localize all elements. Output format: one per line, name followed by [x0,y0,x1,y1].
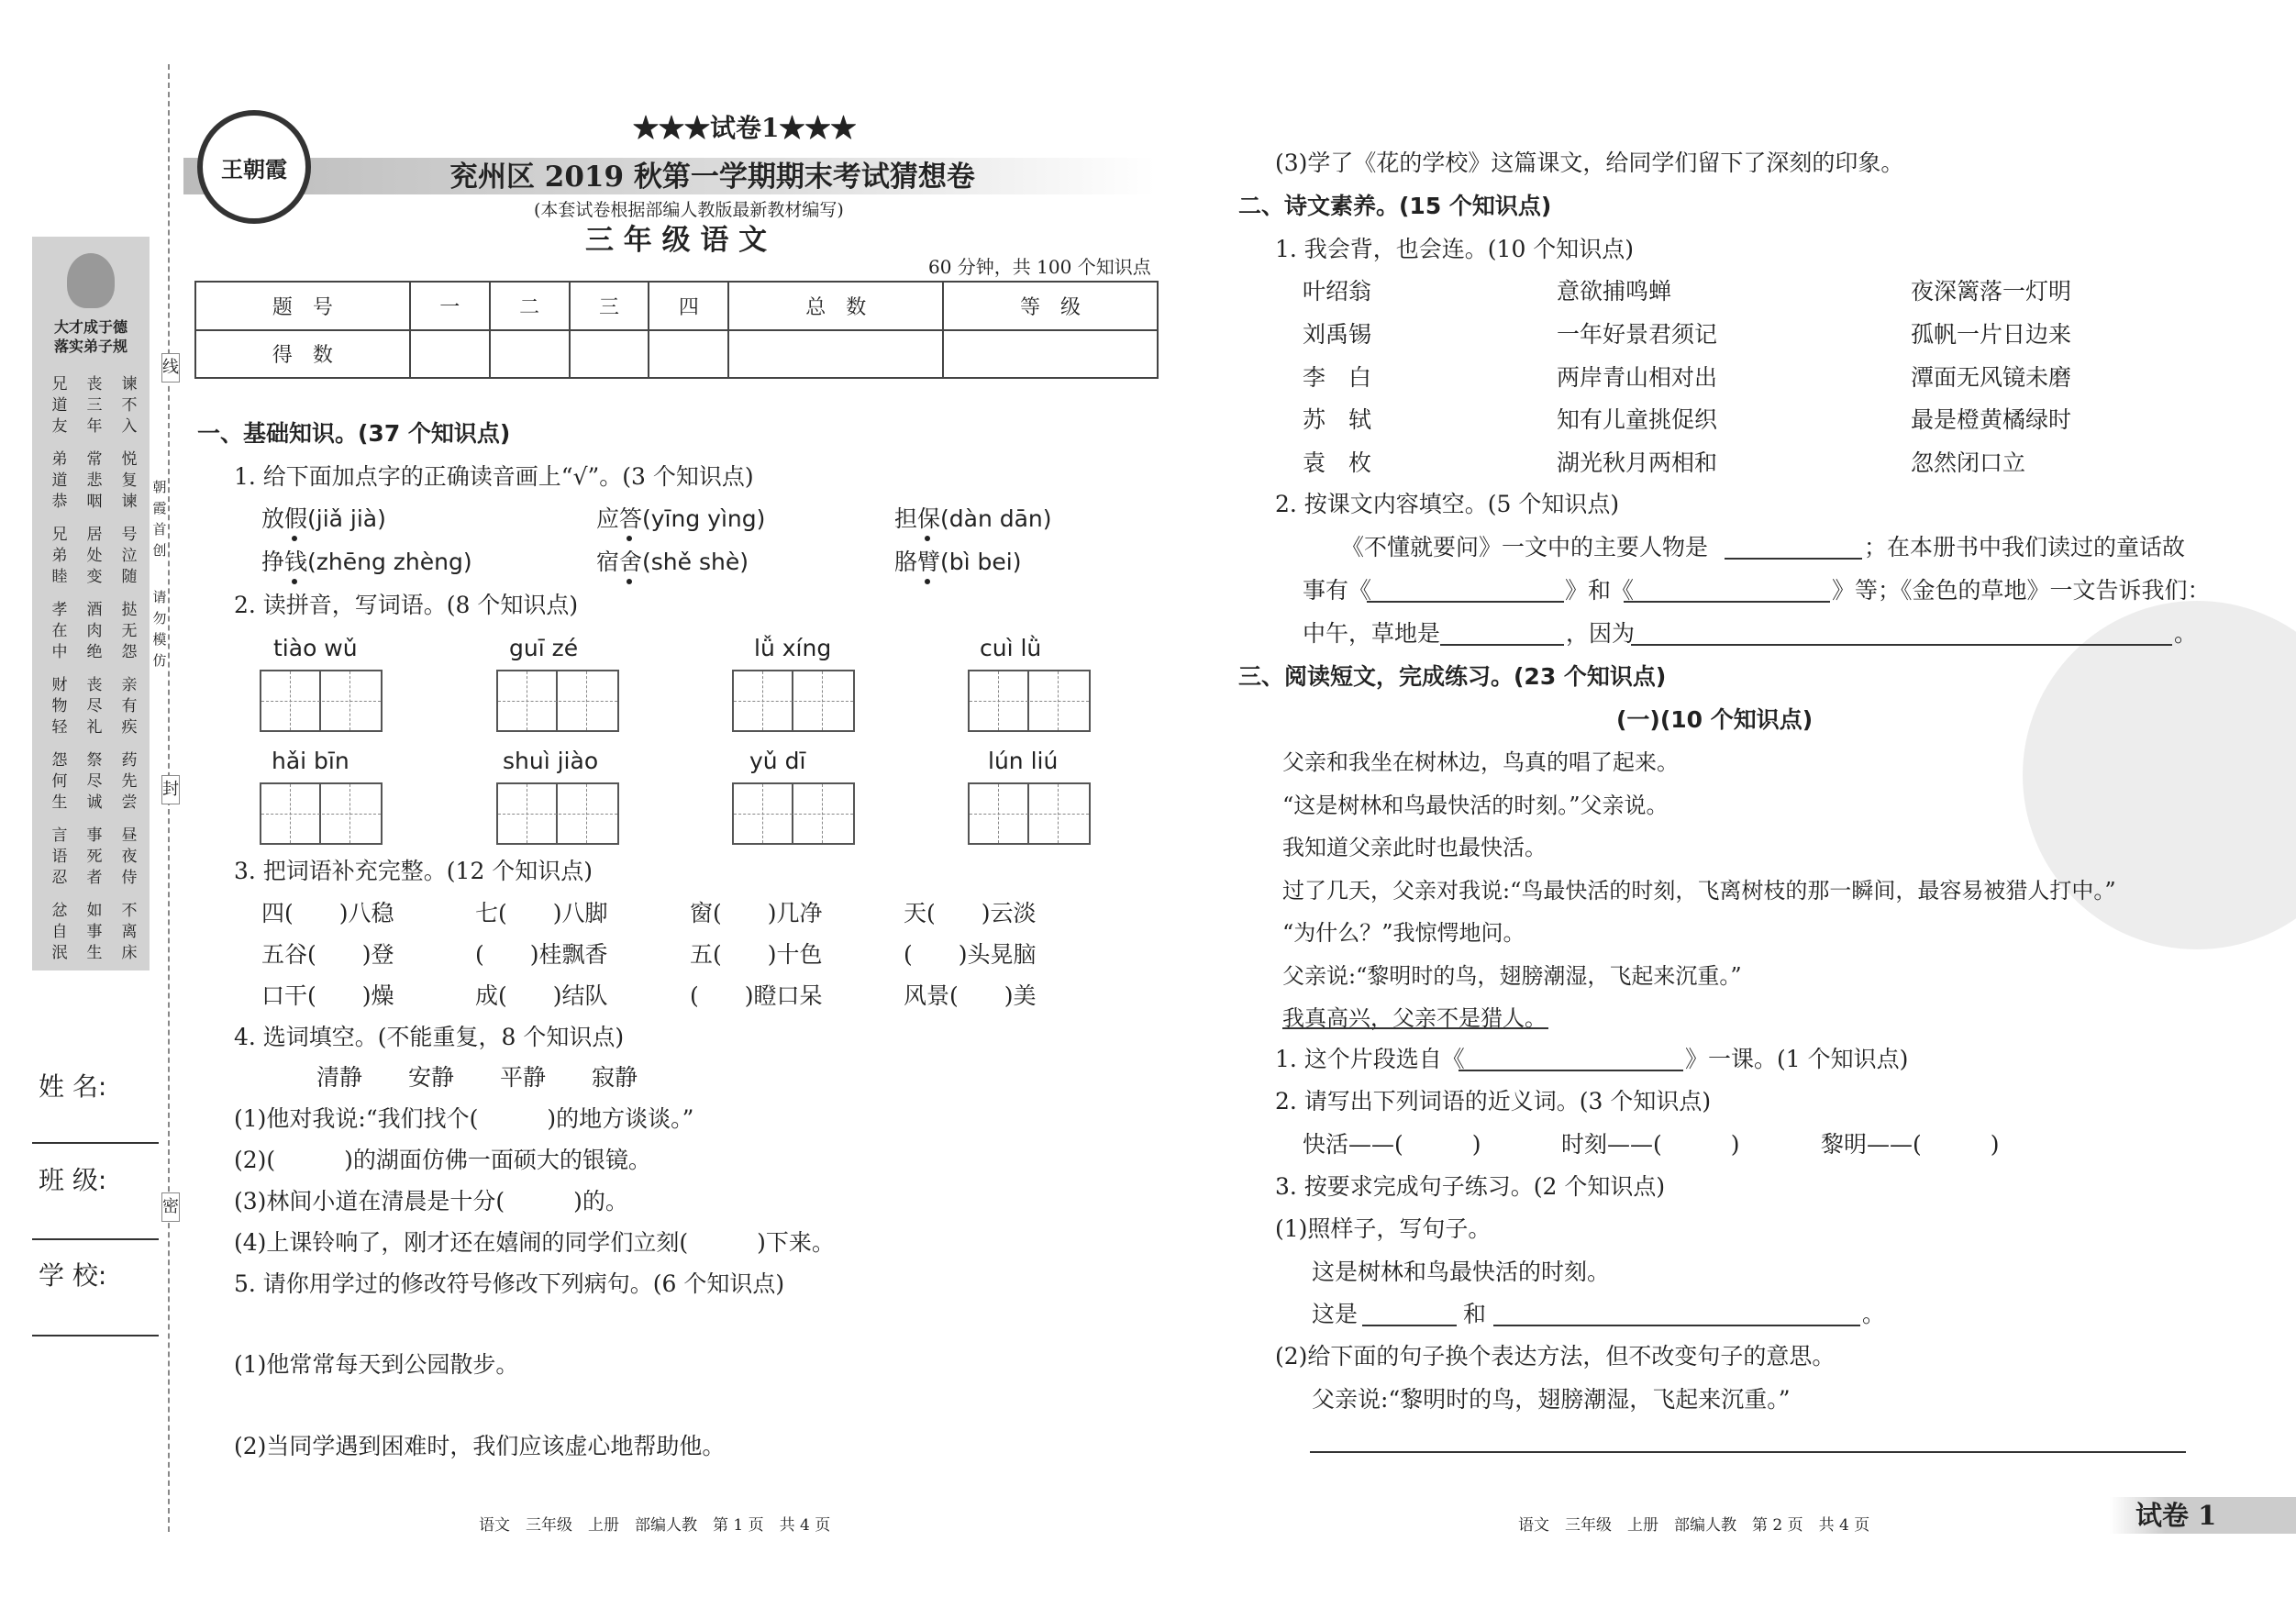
score-table [194,281,1159,379]
fill-blank[interactable] [1367,601,1564,603]
rq3-sub: (1)照样子，写句子。 [1275,1215,1492,1242]
q1-prompt: 1. 给下面加点字的正确读音画上“√”。(3 个知识点) [234,463,754,490]
rq3-sentence: 父亲说:“黎明时的鸟，翅膀潮湿，飞起来沉重。” [1312,1386,1791,1413]
passage-paragraph: “为什么？”我惊愕地问。 [1282,920,1525,946]
q3-item[interactable]: 天( )云淡 [904,900,1037,926]
p2-text: 。 [2174,620,2198,647]
right-footer: 语文 三年级 上册 部编人教 第 2 页 共 4 页 [1518,1516,1870,1535]
q3-prompt: 3. 把词语补充完整。(12 个知识点) [234,858,593,884]
q1-item[interactable]: 担保(dàn dān) [894,505,1052,532]
q4-item[interactable]: (2)( )的湖面仿佛一面硕大的银镜。 [234,1147,651,1173]
poem-match-item[interactable]: 叶绍翁 [1303,278,1372,305]
rq1-text: 》一课。(1 个知识点) [1685,1046,1909,1072]
name-field[interactable] [32,1142,159,1144]
q5-item[interactable]: (3)学了《花的学校》这篇课文，给同学们留下了深刻的印象。 [1275,150,1904,176]
q2-prompt: 2. 读拼音，写词语。(8 个知识点) [234,592,579,618]
passage-paragraph: “这是树林和鸟最快活的时刻。”父亲说。 [1282,792,1669,818]
q4-word-bank: 清静 安静 平静 寂静 [316,1064,638,1091]
writing-grid[interactable] [968,782,1091,845]
poem-match-item[interactable]: 一年好景君须记 [1557,321,1718,348]
school-field[interactable] [32,1335,159,1336]
sidebar-verse: 居处变 [86,526,103,586]
p2-text: 《不懂就要问》一文中的主要人物是 [1341,534,1709,560]
poem-match-item[interactable]: 夜深篱落一灯明 [1911,278,2072,305]
sidebar-verse: 言语忍 [51,826,68,887]
writing-grid[interactable] [496,782,619,845]
pinyin-label: cuì lǜ [980,635,1042,661]
poem-match-item[interactable]: 知有儿童挑促织 [1557,406,1718,433]
p2-text: 》和《 [1565,577,1635,604]
rq2-item[interactable]: 黎明——( ) [1821,1131,2000,1158]
q3-item[interactable]: 口干( )燥 [261,982,394,1009]
sidebar-verse: 不离床 [121,902,138,962]
fill-blank[interactable] [1362,1325,1457,1326]
p2-text: 中午，草地是 [1303,620,1441,647]
cut-mark-2: 封 [161,775,180,804]
side-note-1: 朝霞首创 [152,479,167,559]
sidebar-verse: 药先尝 [121,751,138,812]
sidebar-verse: 兄弟睦 [51,526,68,586]
q4-prompt: 4. 选词填空。(不能重复，8 个知识点) [234,1024,625,1050]
sidebar-verse: 谏不入 [121,375,138,436]
rq3-sub: (2)给下面的句子换个表达方法，但不改变句子的意思。 [1275,1343,1836,1370]
rq2-prompt: 2. 请写出下列词语的近义词。(3 个知识点) [1275,1088,1712,1115]
pinyin-label: guī zé [509,635,579,661]
q3-item[interactable]: 风景( )美 [904,982,1037,1009]
poem-match-item[interactable]: 湖光秋月两相和 [1557,449,1718,476]
poem-match-item[interactable]: 潭面无风镜未磨 [1911,364,2072,391]
pinyin-label: hǎi bīn [272,748,349,774]
q3-item[interactable]: 七( )八脚 [475,900,608,926]
p1-prompt: 1. 我会背，也会连。(10 个知识点) [1275,236,1635,262]
p2-prompt: 2. 按课文内容填空。(5 个知识点) [1275,491,1620,517]
page-title: 兖州区 2019 秋第一学期期末考试猜想卷 [449,161,975,194]
sidebar-verse: 丧三年 [86,375,103,436]
q1-item[interactable]: 应答(yīng yìng) [596,505,766,532]
q3-item[interactable]: 五( )十色 [690,941,823,968]
sidebar-verse: 财物轻 [51,676,68,737]
rq3-fill: 这是 [1312,1301,1359,1327]
score-label: 得 数 [195,330,410,379]
rq1-text: 1. 这个片段选自《 [1275,1046,1465,1072]
th-2: 二 [490,282,570,330]
sidebar-verse: 怨何生 [51,751,68,812]
sidebar-verse: 昼夜侍 [121,826,138,887]
sidebar-motto: 大才成于德 落实弟子规 [53,318,128,355]
poem-match-item[interactable]: 孤帆一片日边来 [1911,321,2072,348]
poem-match-item[interactable]: 最是橙黄橘绿时 [1911,406,2072,433]
sidebar-verse: 兄道友 [51,375,68,436]
passage-paragraph: 父亲说:“黎明时的鸟，翅膀潮湿，飞起来沉重。” [1282,962,1742,989]
q3-item[interactable]: ( )桂飘香 [475,941,608,968]
pinyin-label: yǔ dī [749,748,806,774]
pinyin-label: lǚ xíng [754,635,832,661]
fill-blank[interactable] [1459,1070,1683,1071]
fill-blank[interactable] [1440,644,1564,646]
pinyin-label: lún liú [988,748,1059,774]
writing-grid[interactable] [496,670,619,732]
q3-item[interactable]: 窗( )几净 [690,900,823,926]
rq3-fill: 。 [1862,1301,1886,1327]
poem-match-item[interactable]: 两岸青山相对出 [1557,364,1718,391]
school-label: 学 校: [39,1260,107,1291]
q5-prompt: 5. 请你用学过的修改符号修改下列病句。(6 个知识点) [234,1270,785,1297]
score-cell[interactable] [728,330,943,379]
q3-item[interactable]: ( )瞪口呆 [690,982,823,1009]
poem-match-item[interactable]: 李 白 [1303,364,1372,391]
q1-item[interactable]: 挣钱(zhēng zhèng) [261,549,472,575]
sidebar-verse: 祭尽诚 [86,751,103,812]
sidebar-verse: 悦复谏 [121,450,138,511]
q3-item[interactable]: 四( )八稳 [261,900,394,926]
p2-text: ，因为 [1566,620,1636,647]
sidebar-verse: 常悲咽 [86,450,103,511]
score-cell[interactable] [490,330,570,379]
cut-mark-1: 线 [161,353,180,383]
pinyin-label: shuì jiào [503,748,599,774]
passage-paragraph: 我真高兴，父亲不是猎人。 [1282,1005,1547,1031]
mascot-icon [67,253,115,308]
writing-grid[interactable] [260,782,383,845]
underlined-sentence [1282,1027,1548,1029]
th-total: 总 数 [728,282,943,330]
time-info: 60 分钟，共 100 个知识点 [928,256,1151,278]
th-grade: 等 级 [943,282,1158,330]
q5-item[interactable]: (2)当同学遇到困难时，我们应该虚心地帮助他。 [234,1433,726,1459]
rq2-item[interactable]: 时刻——( ) [1561,1131,1740,1158]
pinyin-label: tiào wǔ [273,635,358,661]
passage-paragraph: 过了几天，父亲对我说:“鸟最快活的时刻，飞离树枝的那一瞬间，最容易被猎人打中。” [1282,877,2116,904]
logo [197,110,311,224]
poem-match-item[interactable]: 意欲捕鸣蝉 [1557,278,1672,305]
sidebar-verse: 忿自泯 [51,902,68,962]
cut-mark-3: 密 [161,1192,180,1222]
answer-line[interactable] [1310,1451,2186,1453]
sidebar-verse: 号泣随 [121,526,138,586]
q1-item[interactable]: 宿舍(shě shè) [596,549,749,575]
rq2-item[interactable]: 快活——( ) [1303,1131,1481,1158]
class-label: 班 级: [39,1165,107,1195]
fill-blank[interactable] [1624,601,1830,603]
name-label: 姓 名: [39,1071,107,1102]
score-cell[interactable] [649,330,728,379]
q4-item[interactable]: (3)林间小道在清晨是十分( )的。 [234,1188,628,1214]
poem-match-item[interactable]: 苏 轼 [1303,406,1372,433]
passage-paragraph: 我知道父亲此时也最快活。 [1282,835,1547,860]
p2-text: 事有《 [1303,577,1372,604]
sidebar-verse: 事死者 [86,826,103,887]
writing-grid[interactable] [732,670,855,732]
score-cell[interactable] [410,330,490,379]
reading-part-title: (一)(10 个知识点) [1616,706,1814,733]
poem-match-item[interactable]: 袁 枚 [1303,449,1372,476]
th-1: 一 [410,282,490,330]
writing-grid[interactable] [732,782,855,845]
header-badge: ★★★试卷1★★★ [633,113,857,143]
score-cell[interactable] [570,330,649,379]
p2-text: ；在本册书中我们读过的童话故 [1864,534,2186,560]
poem-match-item[interactable]: 忽然闭口立 [1911,449,2026,476]
rq3-prompt: 3. 按要求完成句子练习。(2 个知识点) [1275,1173,1666,1200]
q1-item[interactable]: 放假(jiǎ jià) [261,505,386,532]
subtitle: (本套试卷根据部编人教版最新教材编写) [534,200,844,220]
side-note-2: 请勿模仿 [152,589,167,669]
class-field[interactable] [32,1238,159,1240]
subject-title: 三 年 级 语 文 [585,224,768,257]
th-3: 三 [570,282,649,330]
sidebar-verse: 酒肉绝 [86,601,103,661]
p2-text: 》等；《金色的草地》一文告诉我们： [1832,577,2211,604]
logo-text: 王朝霞 [221,155,287,183]
writing-grid[interactable] [968,670,1091,732]
fill-blank[interactable] [1631,644,2172,646]
section-1-title: 一、基础知识。(37 个知识点) [197,420,511,447]
q4-item[interactable]: (1)他对我说:“我们找个( )的地方谈谈。” [234,1105,694,1132]
q4-item[interactable]: (4)上课铃响了，刚才还在嬉闹的同学们立刻( )下来。 [234,1229,835,1256]
poem-match-item[interactable]: 刘禹锡 [1303,321,1372,348]
sidebar-verse: 亲有疾 [121,676,138,737]
th-num: 题 号 [195,282,410,330]
passage-paragraph: 父亲和我坐在树林边，鸟真的唱了起来。 [1282,749,1679,775]
sidebar-verse: 弟道恭 [51,450,68,511]
th-4: 四 [649,282,728,330]
q5-item[interactable]: (1)他常常每天到公园散步。 [234,1351,519,1378]
left-footer: 语文 三年级 上册 部编人教 第 1 页 共 4 页 [479,1516,831,1535]
q1-item[interactable]: 胳臂(bì bei) [894,549,1022,575]
score-cell[interactable] [943,330,1158,379]
sidebar-verse: 孝在中 [51,601,68,661]
q3-item[interactable]: 成( )结队 [475,982,608,1009]
fill-blank[interactable] [1725,558,1862,560]
rq3-example: 这是树林和鸟最快活的时刻。 [1312,1259,1611,1285]
q3-item[interactable]: ( )头晃脑 [904,941,1037,968]
writing-grid[interactable] [260,670,383,732]
sidebar-verse: 丧尽礼 [86,676,103,737]
sidebar-verse: 如事生 [86,902,103,962]
sidebar-verse: 挞无怨 [121,601,138,661]
rq3-fill: 和 [1463,1301,1487,1327]
q3-item[interactable]: 五谷( )登 [261,941,394,968]
section-3-title: 三、阅读短文，完成练习。(23 个知识点) [1238,663,1667,690]
paper-badge: 试卷 1 [2135,1500,2217,1531]
section-2-title: 二、诗文素养。(15 个知识点) [1238,193,1552,219]
fill-blank[interactable] [1493,1325,1860,1326]
